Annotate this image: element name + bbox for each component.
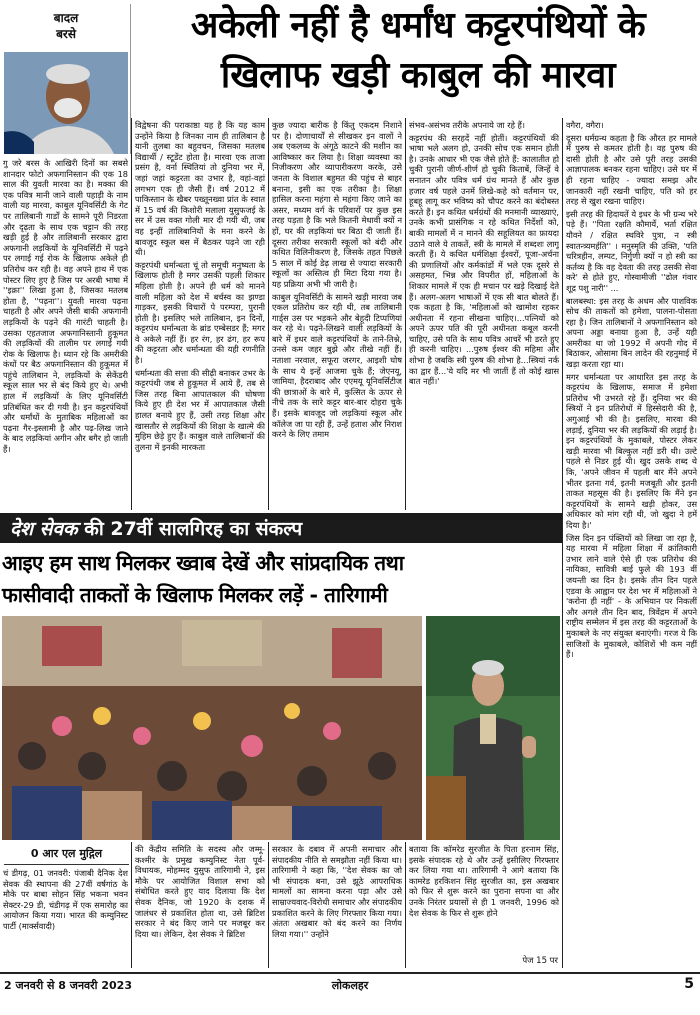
top-article-col1: गु जरे बरस के आखिरी दिनों का सबसे शानदार फोटो अफगानिस्तान की एक 18 साल की युवती मारवा का है। मक्का की एक पवित्र मानी जाने वाली पहाड़ी के नाम वाली यह मारवा, काबुल यूनिवर्सिटी के गेट पर तालिबानी गार्डों के सामने पूरी निडरता और दृढ़ता के साथ एक चट्टान की तरह खड़ी हुई है और तालिबानी सरकार द्वारा अफगानी लड़कियों के यूनिवर्सिटी में पढ़ने पर लगाई गई रोक के खिलाफ अकेले ही प्रतिरोध कर रही है। वह अपने हाथ में एक पोस्टर लिए हुए है जिस पर अरबी भाषा में ''इक्रा'' लिखा हुआ है, जिसका मतलब होता है, ''पढ़ना''। युवती मारवा पढ़ना चाहती है और अपने जैसी बाकी अफगानी लड़कियों के पढ़ने की गारंटी चाहती है। उसका एहतजाज अफगानिस्तानी हुकूमत की लड़कियों की तालीम पर लगाई गयी रोक के खिलाफ है। ध्यान रहे कि अमरीकी कंधों पर बैठ अफगानिस्तान की हुकूमत में पहुंचे तालिबान ने, लड़कियों के सेकेंडरी स्कूल साल भर से बंद किये हुए थे। अभी हाल में लड़कियों के लिए यूनिवर्सिटी प्रतिबंधित कर दी गयी है। इन कट्टरपंथियों और धर्मांधों के मुताबिक महिलाओं का पढ़ना गैर-इस्लामी है और पढ़-लिख जाने के बाद लड़कियां अगीन और बगैर हो जाती हैं। [3,158,128,455]
footer-paper-name: लोकलहर [331,979,369,992]
columnist-box [2,4,131,154]
page-number: 5 [684,976,694,992]
audience-photo [2,616,422,840]
top-headline-line2: खिलाफ खड़ी काबुल की मारवा [220,55,616,96]
continued-note: पेज 15 पर [522,956,558,966]
banner-text: की 27वीं सालगिरह का संकल्प [77,518,303,540]
top-article-col2: विद्वेषना की पराकाष्ठा यह है कि यह काम उन्होंने किया है जिनका नाम ही तालिबान है यानी तुलबा का बहुवचन, जिसका मतलब विद्यार्थी / स्टूडेंट होता है। मारवा एक ताजा प्रसंग है, वर्ना स्थितियां तो दुनिया भर में, जहां जहां कट्टरता का उभार है, वहां-वहां लगभग एक ही जैसी हैं। वर्ष 2012 में पाकिस्तान के खैबर पख्तूनख्वा प्रांत के स्वात में 15 वर्ष की किशोरी मलाला युसुफजई के सर में उस वक्त गोली मार दी गयी थी, जब वह इन्हीं तालिबानियों के मना करने के बावजूद स्कूल बस में बैठकर पढ़ने जा रही थी। कट्टरपंथी धर्मान्धता चूं तो समूची मनुष्यता के खिलाफ होती है मगर उसकी पहली शिकार महिला होती है। अपने ही धर्म को मानने वाली महिला को देश में बर्चस्व का झण्डा गाड़कर, इसकी विचारों पे परम्परा, पुरानी होती है। इसलिए भले तालिबान, इन दिनों, कट्टरपंथ धर्मान्धता के ब्रांड एम्बेसडर हैं; मगर वे अकेले नहीं हैं। हर रंग, हर ढंग, हर रूप की कट्टरता और धर्मान्धता की यही रणनीति है। धर्मान्धता की सत्ता की सीढ़ी बनाकर उभर के कट्टरपंथी जब से हुकूमत में आये हैं, तब से जिस तरह बिना आपातकाल की घोषणा किये हुए ही देश भर में आपातकाल जैसी हालत बनाये हुए हैं, उसी तरह शिक्षा और खासतौर से लड़कियों की शिक्षा के खात्मे की मुहिम छेड़े हुए हैं। काबुल वाले तालिबानों की तुलना में इनकी मारकता [135,120,265,452]
columnist-photo [4,52,128,154]
anniversary-banner [0,513,562,543]
speaker-photo [426,616,560,840]
top-headline-line1: अकेली नहीं है धर्मांध कट्टरपंथियों के [190,5,646,46]
banner-paper-name: देश सेवक [10,518,78,540]
second-headline-line2: फासीवादी ताकतों के खिलाफ मिलकर लड़ें - तारिगामी [2,583,388,607]
second-headline-line1: आइए हम साथ मिलकर ख्वाब देखें और सांप्रदायिक तथा [2,551,404,575]
second-article-col3: सरकार के दबाव में अपनी समाचार और संपादकीय नीति से समझौता नहीं किया था। तारिगामी ने कहा कि, ''देश सेवक का जो भी संपादक बना, उसे झूठे आपराधिक मामलों का सामना करना पड़ा और उसे साम्राज्यवाद-विरोधी समाचार और संपादकीय प्रकाशित करने के लिए गिरफ्तार किया गया। अंततः अखबार को बंद करने का निर्णय लिया गया।'' उन्होंने [272,844,402,939]
top-article-col5: वगैरा, वगैरा। दूसरा धर्मग्रन्थ कहता है कि औरत हर मामले में पुरुष से कमतर होती है। वह पुरुष की दासी होती है और उसे पूरी तरह उसकी आज्ञापालक बनकर रहना चाहिए। उसे घर में ही रहना चाहिए - ज्यादा समझ और जानकारी नहीं रखनी चाहिए, पति को हर तरह से खुश रखना चाहिए। इसी तरह की हिदायतें ये इधर के भी ग्रन्थ भरे पड़े हैं। ''पिता रक्षति कौमार्ये, भर्ता रक्षित यौवने / रक्षित स्थविरे पुत्रा, न स्त्री स्वातन्त्र्यमर्हति'' । मनुस्मृति की उक्ति, 'पति चरित्रहीन, लम्पट, निर्गुणी क्यों न हो स्त्री का कर्तव्य है कि वह देवता की तरह उसकी सेवा करे' से होते हुए, गोस्वामीजी ''ढोल गंवार शूद्र पशु नारी'' ... बालबस्था: इस तरह के अधम और पाशविक सोच की ताकतों को हमेशा, पालना-पोसता रहा है। जिन तालिबानों ने अफगानिस्तान को अपना अड्डा बनाया हुआ है, उन्हें यही अमरीका था जो 1992 में अपनी गोद में बिठाकर, ओसामा बिन लादेन की रहनुमाई में खड़ा करता रहा था। मगर धर्मान्धता पर आधारित इस तरह के कट्टरपंथ के खिलाफ, समाज में हमेशा प्रतिरोध भी उभरते रहे हैं। दुनिया भर की स्त्रियों ने इन प्रतिरोधों में हिस्सेदारी की है, अगुआई भी की है। इसलिए, मारवा की लड़ाई, दुनिया भर की लड़कियों की लड़ाई है। इन कट्टरपंथियों के मुकाबले, पोस्टर लेकर खड़ी मारवा भी बिल्कुल नहीं डरी थी। उल्टे पहले से निडर हुई थी। खुद उसके शब्द थे कि, 'अपने जीवन में पहली बार मैंने अपने भीतर इतना गर्व, इतनी मजबूती और इतनी ताकत महसूस की है। इसलिए कि मैंने इन कट्टरपंथियों के सामने खड़ी होकर, उस अधिकार को मांग रही थी, जो खुदा ने हमें दिया है।' जिस दिन इन पंक्तियों को लिखा जा रहा है, यह मारवा में महिला शिक्षा में क्रांतिकारी उभार लाने वाले ऐसे ही एक प्रतिरोध की नायिका, सावित्री बाई फुले की 193 वीं जयन्ती का दिन है। इसके तीन दिन पहले एडवा के आह्वान पर देश भर में महिलाओं ने 'करोना ही नहीं' - के अभियान पर निकलीं और अगले तीन दिन बाद, त्रिवेंद्रम में अपने राष्ट्रीय सम्मेलन में इस तरह की कट्टरताओं के मुकाबले के नए संयुक्त बनाएंगी। गरज ये कि साजिशों के मुकाबले, कोशिशें भी कम नहीं हैं। [566,120,697,660]
second-article-col4: बताया कि कॉमरेड सुरजीत के पिता हरनाम सिंह, इसके संपादक रहे थे और उन्हें इसीलिए गिरफ्तार कर लिया गया था। तारिगामी ने आगे बताया कि कामरेड हरकिशन सिंह सुरजीत का, इस अखबार को फिर से शुरू करने का पुराना सपना था और उनके निरंतर प्रयासों से ही 1 जनवरी, 1996 को देश सेवक के फिर से शुरू होने [409,844,559,918]
second-article-col2: की केंद्रीय समिति के सदस्य और जम्मू-कश्मीर के प्रमुख कम्युनिस्ट नेता पूर्व-विधायक, मोहम्मद युसुफ तारिगामी ने, इस मौके पर आयोजित विशाल सभा को संबोधित करते हुए याद दिलाया कि देश सेवक दैनिक, जो 1920 के दशक में जालंधर से प्रकाशित होता था, उसे ब्रिटिश सरकार ने बंद किए जाने पर मजबूर कर दिया था। लेकिन, देश सेवक ने ब्रिटिश [135,844,265,939]
footer-date: 2 जनवरी से 8 जनवरी 2023 [4,979,132,992]
top-article-col4: संभव-असंभव तरीके अपनाये जा रहे हैं। कट्टरपंथ की सरहदें नहीं होतीं। कट्टरपंथियों की भाषा भले अलग हो, उनकी सोच एक समान होती है। उनके आधार भी एक जैसे होते हैं: कालातीत हो चुकी पुरानी जीर्ण-शीर्ण हो चुकी किताबें, जिन्हें वे सनातन और पवित्र धर्म ग्रंथ मानते हैं और कुछ हजार वर्ष पहले उनमें लिखे-कहे को वर्तमान पर, हूबहू लागू कर भविष्य को चौपट करने का बंदोबस्त करते हैं। इन कथित धर्मग्रंथों की मनमानी व्याख्याएं, उनके कभी प्रासंगिक न रहे कथित निर्देशों को, बाकी मामलों में न मानने की सहूलियत का फ़ायदा उठाने वाले ये ताकतें, स्त्री के मामले में शब्दशः लागू करती हैं। ये कथित धर्मशिक्षा ईश्वरों, पूजा-अर्चना की प्रणालियों और कर्मकांडों में भले एक दूसरे से असहमत, भिन्न और विपरीत हों, महिलाओं के शिकार मामले में एक ही मचान पर खड़े दिखाई देते हैं। अलग-अलग भाषाओं में एक सी बात बोलते हैं। एक कहता है कि, 'महिलाओं को खामोश रहकर अधीनता में रहना सीखना चाहिए।...पत्नियों को अपने ऊपर पति की पूरी अधीनता कबूल करनी चाहिए, उसे पति के साथ पवित्र आचरें भी डरते हुए ही करनी चाहिए। ...पुरुष ईश्वर की महिमा और शोभा है जबकि स्त्री पुरुष की शोभा है...स्त्रियां नर्क का द्वार हैं...'ये यदि मर भी जातीं हैं तो कोई खास बात नहीं।' [409,120,559,387]
byline: 0 आर एल मुद्गिल [4,846,129,865]
top-article-col3: कुछ ज्यादा बारीक है किंतु एकदम निशाने पर है। दोणाचार्यों से सीखकर इन वालों ने अब एकलव्य के अंगूठे काटने की मशीन का आविष्कार कर लिया है। शिक्षा व्यवस्था का निजीकरण और व्यापारीकरण करके, उसे जनता के विशाल बहुमत की पहुंच से बाहर बनाना, इसी का एक तरीका है। शिक्षा हासिल करना महंगा से महंगा किए जाने का असर, मध्यम वर्ग के परिवारों पर कुछ इस तरह पड़ता है कि भले कितनी मेधावी क्यों न हों, घर की लड़कियां घर बिठा दी जाती हैं। दूसरा तरीका सरकारी स्कूलों को बंदी और कथित विलिनीकरण है, जिसके तहत पिछले 5 साल में कोई डेढ़ लाख से ज्यादा सरकारी स्कूलों का अस्तित्व ही मिटा दिया गया है। यह प्रक्रिया अभी भी जारी है। काबुल यूनिवर्सिटी के सामने खड़ी मारवा जब एकल प्रतिरोध कर रही थी, तब तालिबानी गार्ड्स उस पर भड़कने और बेहूदी टिप्पणियां कर रहे थे। पढ़ने-लिखने वाली लड़कियों के बारे में इधर वाले कट्टरपंथियों के ताने-तिश्ने, उनसे कम जहर बुझे और तीखे नहीं हैं। नताशा नरवाल, सफूरा जरगर, आइशी घोष के साथ ये इन्हें आजमा चुके हैं; जेएनयू, जामिया, हैदराबाद और एएमयू यूनिवर्सिटीज की छात्राओं के बारे में, कुत्सित के ऊपर से नीचे तक के सारे कट्टर बार-बार दोहरा चुके हैं। इसके बावजूद जो लड़कियां स्कूल और कॉलेज जा पा रही हैं, उन्हें हताश और निराश करने के लिए तमाम [272,120,402,440]
second-article-col1: चं डीगढ़, 01 जनवरी: पंजाबी दैनिक देश सेवक की स्थापना की 27वीं वर्षगांठ के मौके पर बाबा सोहन सिंह भकना भवन सेक्टर-29 डी, चंडीगढ़ में एक समारोह का आयोजन किया गया। भारत की कम्युनिस्ट पार्टी (मार्क्सवादी) [3,868,128,931]
columnist-name: बादल बरसे [53,11,79,41]
